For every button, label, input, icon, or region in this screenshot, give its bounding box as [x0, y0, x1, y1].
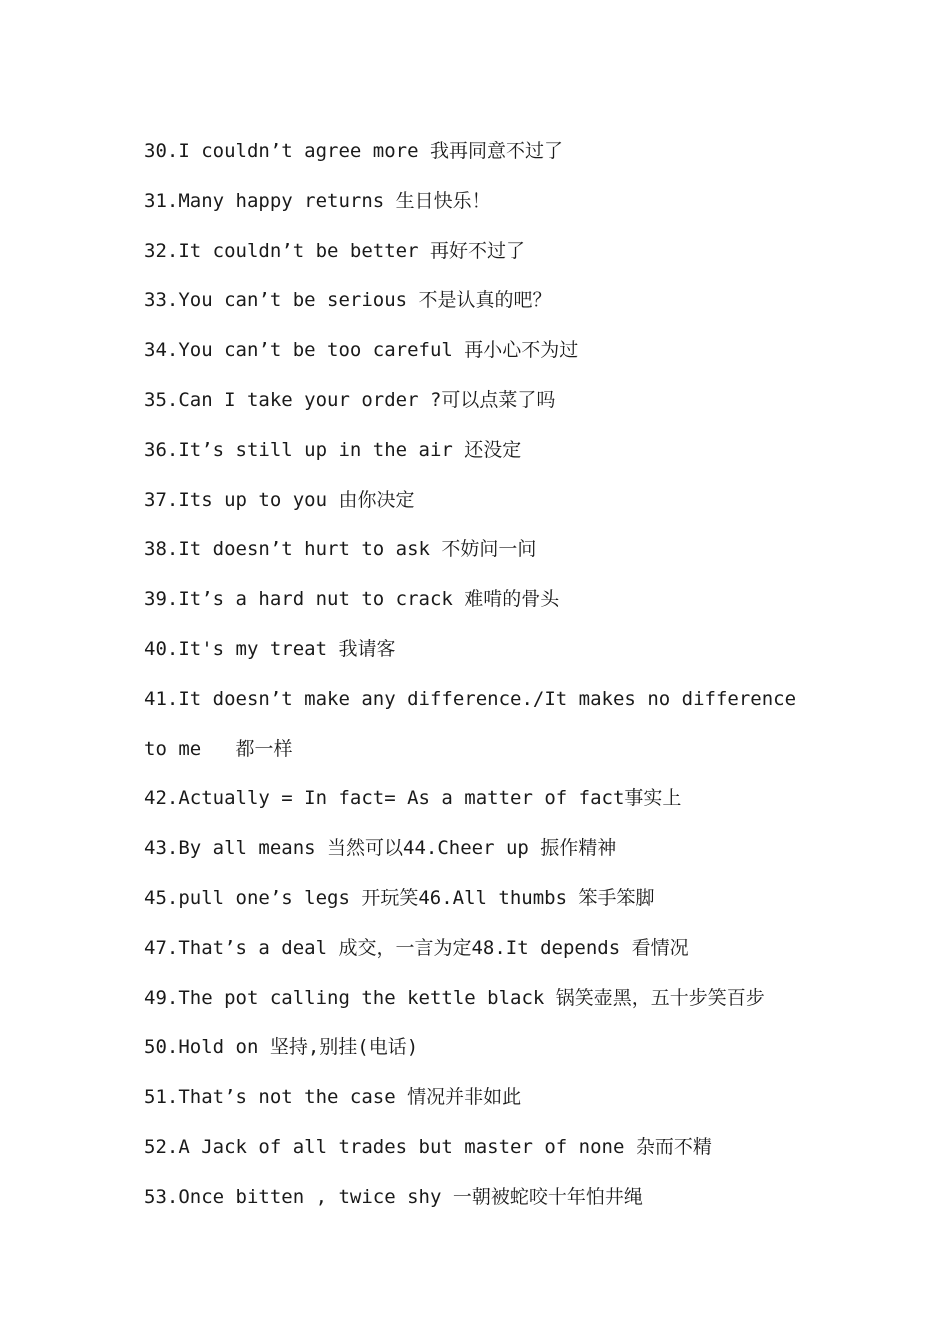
phrase-line-40: 40.It's my treat 我请客 [144, 637, 396, 660]
phrase-line-41: 41.It doesn’t make any difference./It makes no difference [144, 687, 797, 710]
phrase-line-34: 34.You can’t be too careful 再小心不为过 [144, 339, 579, 362]
phrase-list [144, 133, 804, 1229]
phrase-line-49: 49.The pot calling the kettle black 锅笑壶黑，五十步笑百步 [144, 986, 765, 1009]
phrase-line-53: 53.Once bitten , twice shy 一朝被蛇咬十年怕井绳 [144, 1185, 643, 1208]
phrase-line-38: 38.It doesn’t hurt to ask 不妨问一问 [144, 538, 537, 561]
phrase-line-43-44: 43.By all means 当然可以44.Cheer up 振作精神 [144, 837, 617, 860]
phrase-line-35: 35.Can I take your order ?可以点菜了吗 [144, 388, 556, 411]
phrase-line-36: 36.It’s still up in the air 还没定 [144, 438, 522, 461]
phrase-line-47-48: 47.That’s a deal 成交，一言为定48.It depends 看情况 [144, 936, 689, 959]
phrase-line-31: 31.Many happy returns 生日快乐！ [144, 189, 491, 212]
phrase-line-39: 39.It’s a hard nut to crack 难啃的骨头 [144, 588, 560, 611]
phrase-line-52: 52.A Jack of all trades but master of none 杂而不精 [144, 1135, 712, 1158]
phrase-line-33: 33.You can’t be serious 不是认真的吧？ [144, 289, 552, 312]
phrase-line-32: 32.It couldn’t be better 再好不过了 [144, 239, 525, 262]
phrase-line-50: 50.Hold on 坚持,别挂(电话) [144, 1036, 419, 1059]
phrase-line-45-46: 45.pull one’s legs 开玩笑46.All thumbs 笨手笨脚 [144, 886, 655, 909]
phrase-line-51: 51.That’s not the case 情况并非如此 [144, 1086, 522, 1109]
phrase-line-41-continued: to me 都一样 [144, 737, 293, 760]
phrase-line-30: 30.I couldn’t agree more 我再同意不过了 [144, 140, 563, 162]
phrase-line-42: 42.Actually = In fact= As a matter of fact事实上 [144, 787, 682, 810]
phrase-line-37: 37.Its up to you 由你决定 [144, 488, 415, 511]
